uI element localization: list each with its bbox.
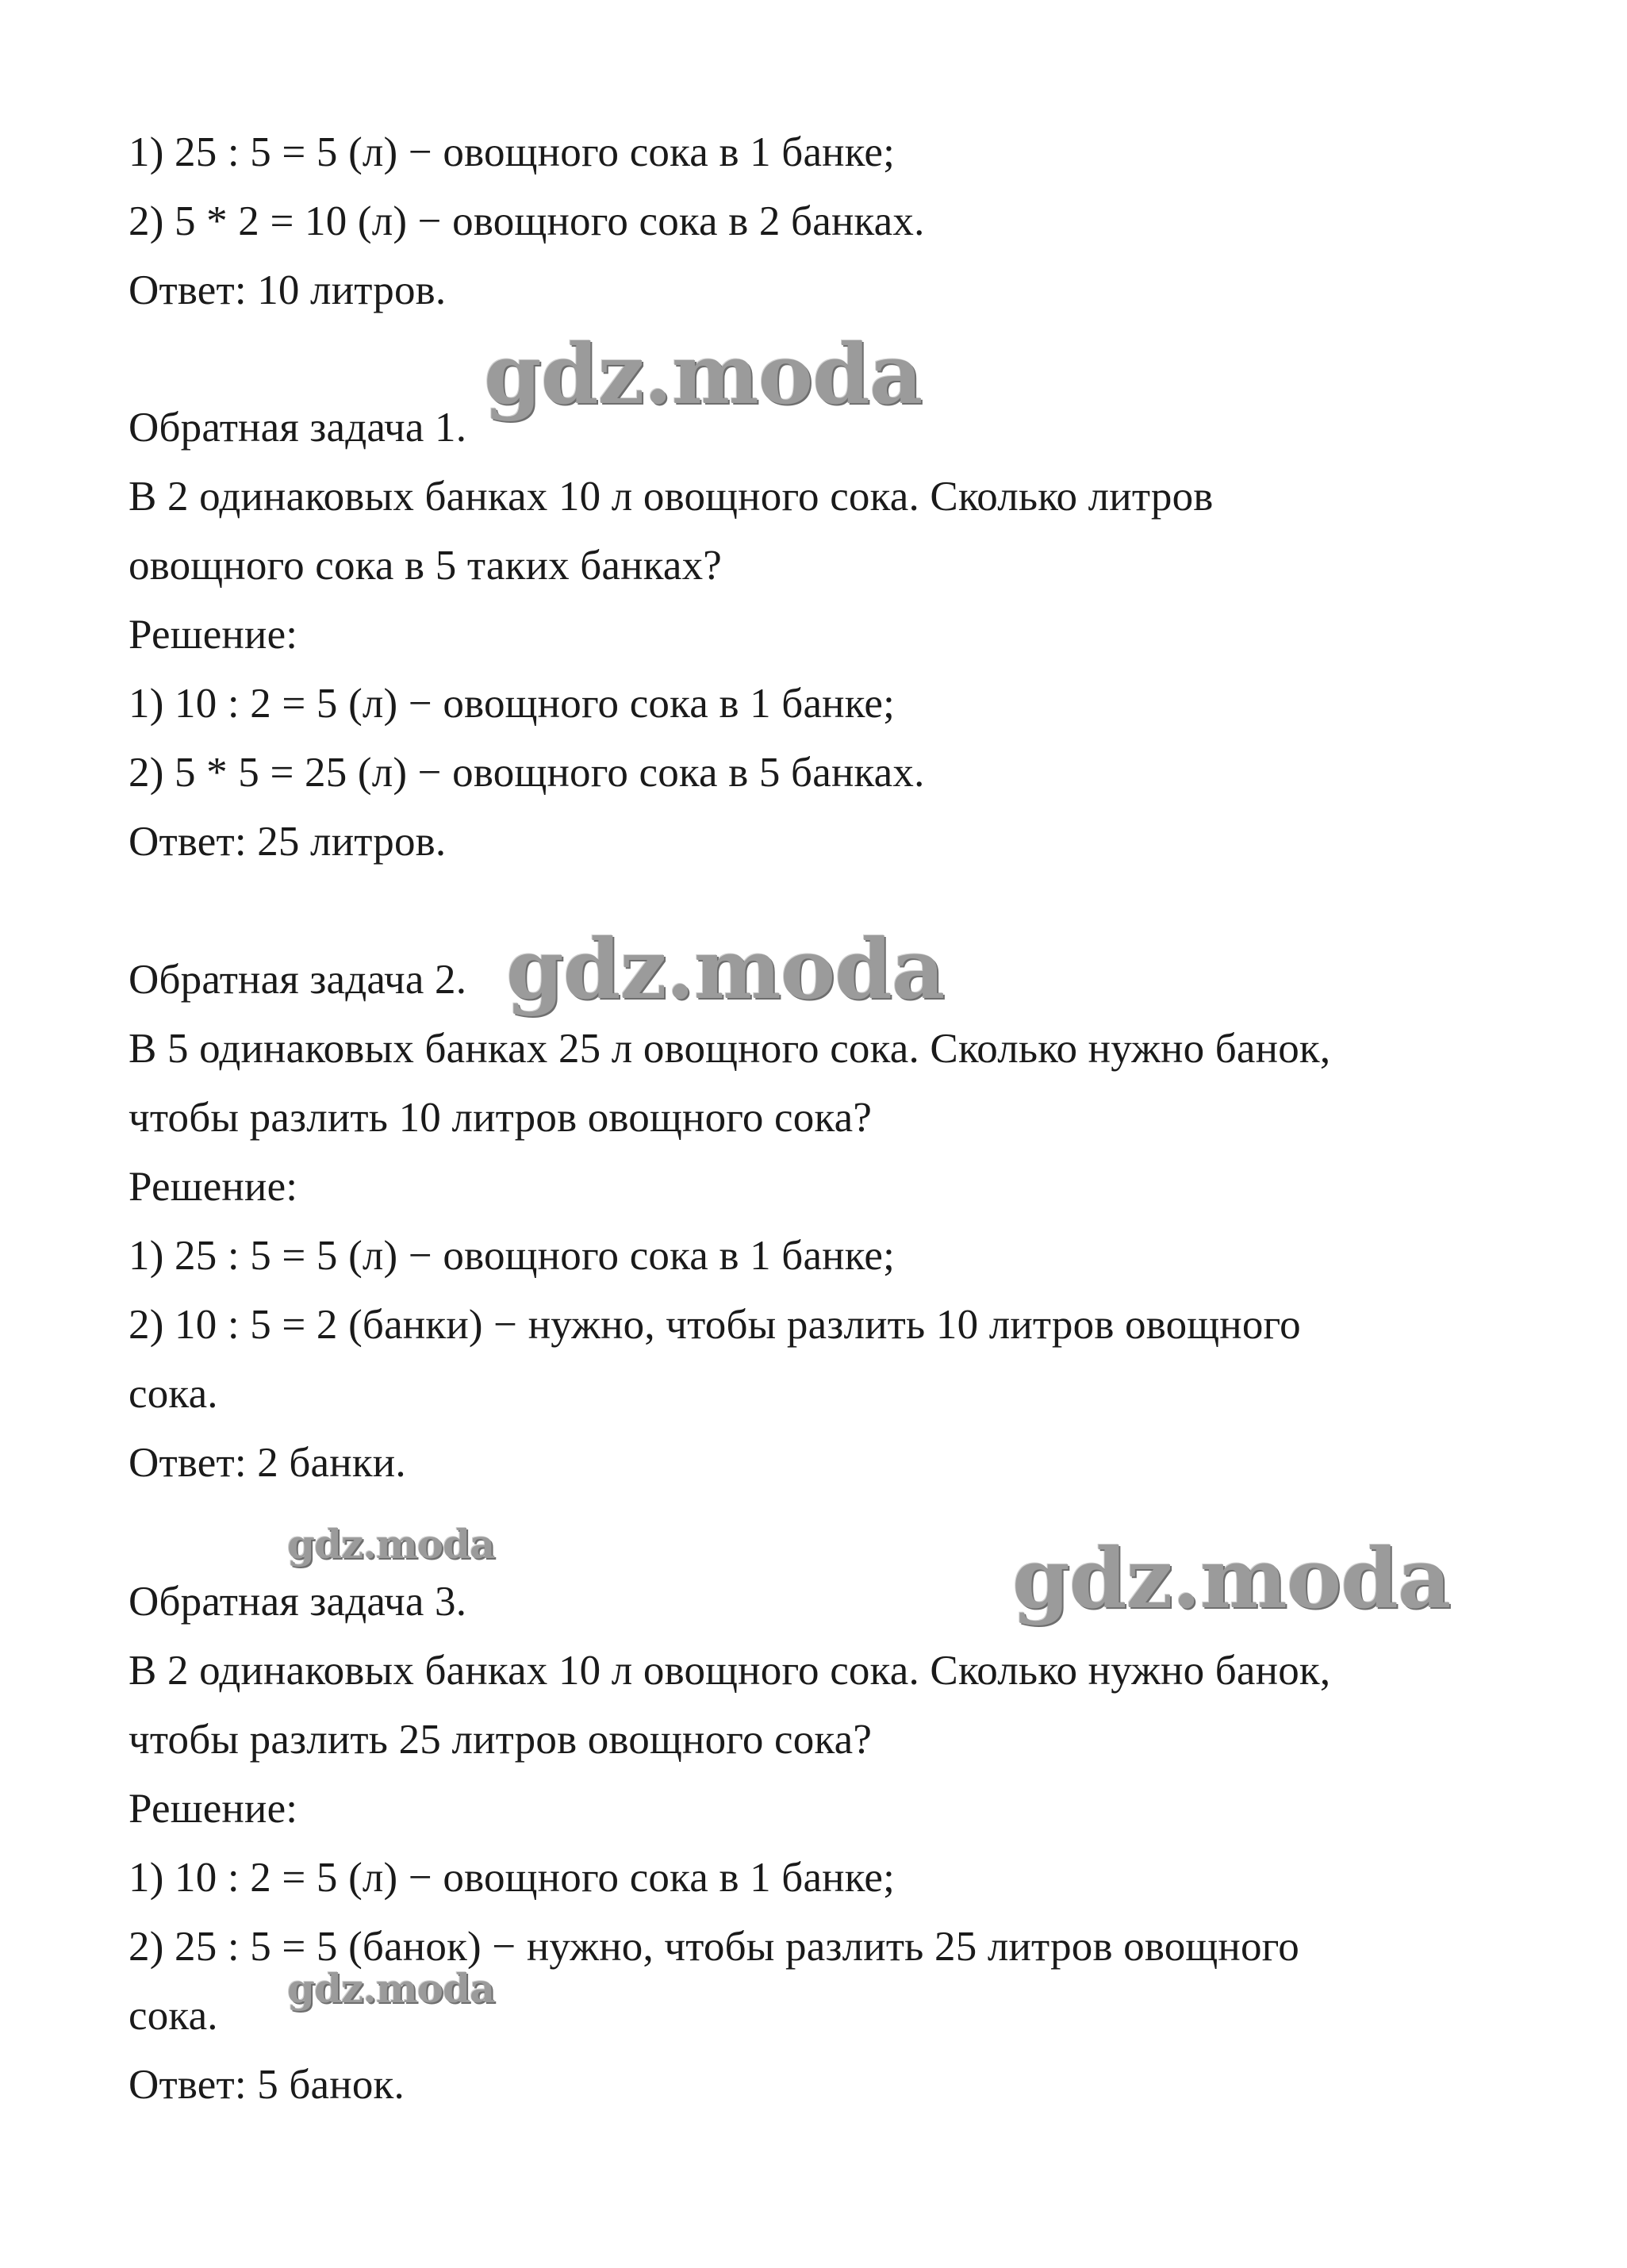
watermark: gdz.moda — [287, 1965, 495, 2012]
text-line: овощного сока в 5 таких банках? — [129, 543, 723, 589]
watermark: gdz.moda — [287, 1521, 495, 1568]
text-line: чтобы разлить 25 литров овощного сока? — [129, 1717, 873, 1763]
text-line: В 5 одинаковых банках 25 л овощного сока. Сколько нужно банок, — [129, 1026, 1331, 1072]
text-line: В 2 одинаковых банках 10 л овощного сока. Сколько нужно банок, — [129, 1648, 1331, 1694]
watermark: gdz.moda — [484, 325, 923, 423]
solution-label: Решение: — [129, 612, 298, 658]
text-line: 1) 10 : 2 = 5 (л) − овощного сока в 1 банке; — [129, 681, 896, 727]
text-line: 1) 10 : 2 = 5 (л) − овощного сока в 1 банке; — [129, 1855, 896, 1901]
text-line: 2) 25 : 5 = 5 (банок) − нужно, чтобы разлить 25 литров овощного — [129, 1924, 1300, 1970]
text-line: В 2 одинаковых банках 10 л овощного сока. Сколько литров — [129, 474, 1214, 520]
answer-line: Ответ: 2 банки. — [129, 1440, 406, 1486]
section-heading: Обратная задача 2. — [129, 957, 467, 1003]
answer-line: Ответ: 25 литров. — [129, 819, 447, 865]
section-heading: Обратная задача 1. — [129, 405, 467, 451]
answer-line: Ответ: 10 литров. — [129, 267, 447, 313]
watermark: gdz.moda — [1012, 1529, 1451, 1627]
solution-label: Решение: — [129, 1164, 298, 1210]
text-line: 2) 5 * 2 = 10 (л) − овощного сока в 2 банках. — [129, 198, 925, 244]
text-line: 1) 25 : 5 = 5 (л) − овощного сока в 1 банке; — [129, 129, 896, 175]
text-line: 1) 25 : 5 = 5 (л) − овощного сока в 1 банке; — [129, 1233, 896, 1279]
answer-line: Ответ: 5 банок. — [129, 2062, 405, 2108]
text-line: сока. — [129, 1993, 218, 2039]
text-line: сока. — [129, 1371, 218, 1417]
solution-label: Решение: — [129, 1786, 298, 1832]
text-line: 2) 10 : 5 = 2 (банки) − нужно, чтобы разлить 10 литров овощного — [129, 1302, 1301, 1348]
watermark: gdz.moda — [506, 920, 945, 1018]
section-heading: Обратная задача 3. — [129, 1579, 467, 1625]
text-line: чтобы разлить 10 литров овощного сока? — [129, 1095, 873, 1141]
text-line: 2) 5 * 5 = 25 (л) − овощного сока в 5 банках. — [129, 750, 925, 796]
